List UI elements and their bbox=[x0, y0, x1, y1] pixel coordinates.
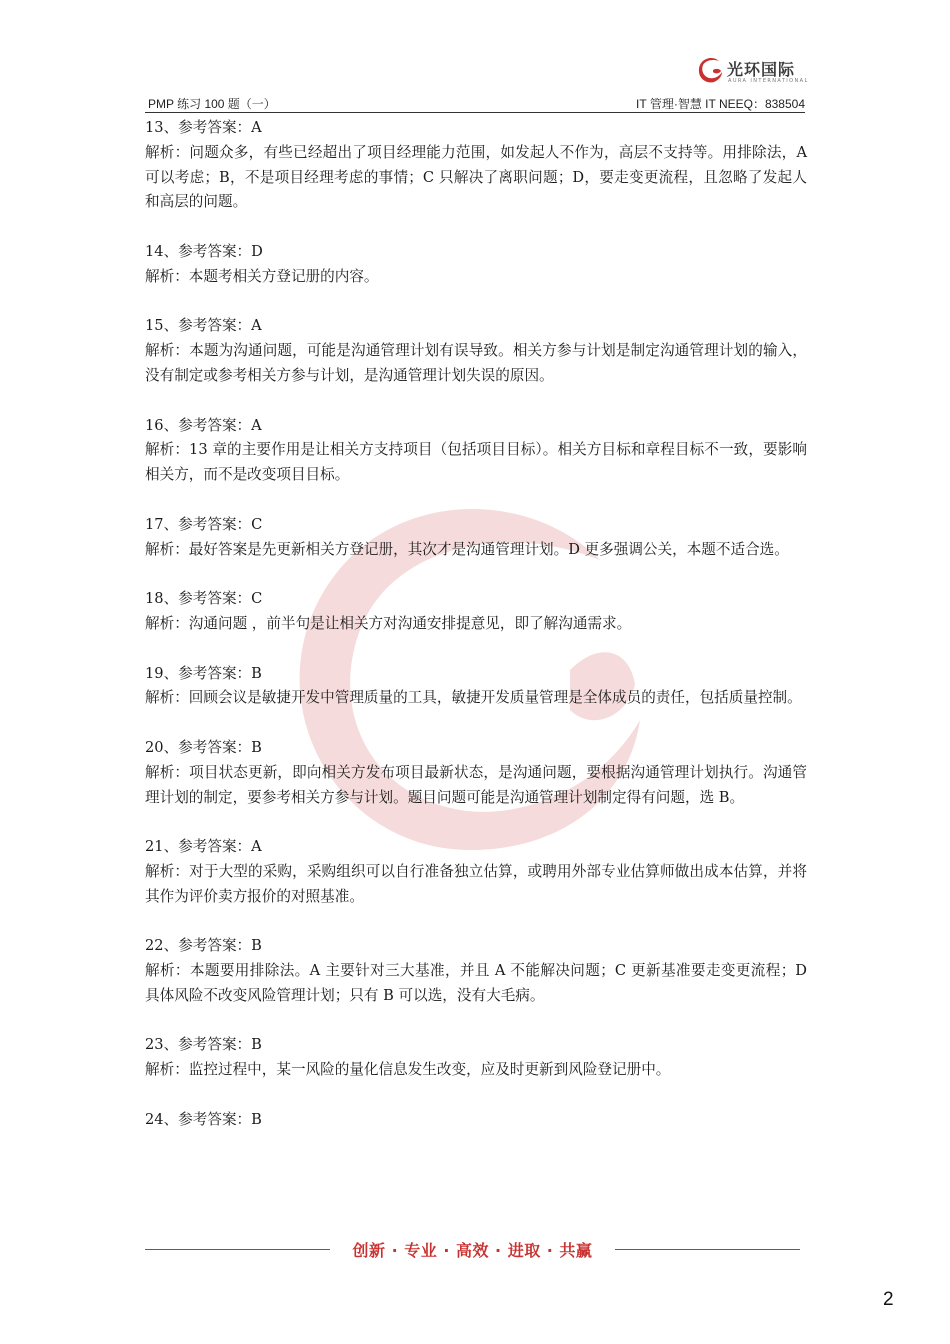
answer-line: 16、参考答案：A bbox=[145, 416, 262, 434]
analysis-text: 解析：本题要用排除法。A 主要针对三大基准，并且 A 不能解决问题；C 更新基准要走变更流程；D 具体风险不改变风险管理计划；只有 B 可以选，没有大毛病。 bbox=[145, 962, 807, 1004]
answer-line: 24、参考答案：B bbox=[145, 1110, 262, 1128]
answer-line: 22、参考答案：B bbox=[145, 937, 262, 955]
company-logo bbox=[697, 56, 807, 86]
analysis-text: 解析：对于大型的采购，采购组织可以自行准备独立估算，或聘用外部专业估算师做出成本估算，并将其作为评价卖方报价的对照基准。 bbox=[145, 862, 807, 905]
analysis-text: 解析：问题众多，有些已经超出了项目经理能力范围，如发起人不作为，高层不支持等。用排除法，A 可以考虑；B，不是项目经理考虑的事情；C 只解决了离职问题；D，要走变更流程，且忽略了发起人和高层的问题。 bbox=[145, 143, 807, 211]
answer-item-18 bbox=[145, 587, 807, 637]
analysis-text: 解析：监控过程中，某一风险的量化信息发生改变，应及时更新到风险登记册中。 bbox=[145, 1061, 671, 1079]
analysis-text: 解析：最好答案是先更新相关方登记册，其次才是沟通管理计划。D 更多强调公关，本题不适合选。 bbox=[145, 540, 789, 558]
logo-name: 光环国际 bbox=[727, 60, 796, 79]
document-title: PMP 练习 100 题（一） bbox=[148, 97, 276, 111]
footer-slogan: 创新 · 专业 · 高效 · 进取 · 共赢 bbox=[352, 1241, 593, 1260]
answer-item-23 bbox=[145, 1033, 807, 1083]
analysis-text: 解析：13 章的主要作用是让相关方支持项目（包括项目目标）。相关方目标和章程目标不一致，要影响相关方，而不是改变项目目标。 bbox=[145, 441, 807, 484]
answer-item-20 bbox=[145, 736, 807, 810]
page-number: 2 bbox=[883, 1289, 894, 1310]
answer-line: 23、参考答案：B bbox=[145, 1036, 262, 1054]
analysis-text: 解析：回顾会议是敏捷开发中管理质量的工具，敏捷开发质量管理是全体成员的责任，包括质量控制。 bbox=[145, 689, 802, 707]
footer-divider-right bbox=[615, 1249, 800, 1250]
analysis-text: 解析：沟通问题 ，前半句是让相关方对沟通安排提意见，即了解沟通需求。 bbox=[145, 614, 632, 632]
answer-list bbox=[145, 116, 807, 1157]
answer-item-21 bbox=[145, 835, 807, 909]
answer-line: 17、参考答案：C bbox=[145, 515, 263, 533]
header-divider bbox=[145, 112, 805, 113]
analysis-text: 解析：本题为沟通问题，可能是沟通管理计划有误导致。相关方参与计划是制定沟通管理计划的输入，没有制定或参考相关方参与计划，是沟通管理计划失误的原因。 bbox=[145, 342, 807, 384]
logo-subtitle: AURA INTERNATIONAL bbox=[728, 78, 809, 84]
analysis-text: 解析：项目状态更新，即向相关方发布项目最新状态，是沟通问题，要根据沟通管理计划执行。沟通管理计划的制定，要参考相关方参与计划。题目问题可能是沟通管理计划制定得有问题，选 B。 bbox=[145, 763, 807, 806]
footer-slogan-bar bbox=[145, 1238, 800, 1262]
answer-line: 15、参考答案：A bbox=[145, 317, 262, 335]
answer-item-22 bbox=[145, 934, 807, 1008]
answer-line: 18、参考答案：C bbox=[145, 590, 263, 608]
answer-item-16 bbox=[145, 414, 807, 488]
answer-item-17 bbox=[145, 513, 807, 563]
answer-line: 20、参考答案：B bbox=[145, 738, 262, 756]
answer-item-13 bbox=[145, 116, 807, 215]
answer-line: 19、参考答案：B bbox=[145, 664, 262, 682]
answer-line: 14、参考答案：D bbox=[145, 242, 263, 260]
header-company-info: IT 管理·智慧 IT NEEQ：838504 bbox=[636, 97, 805, 111]
analysis-text: 解析：本题考相关方登记册的内容。 bbox=[145, 267, 379, 285]
answer-item-14 bbox=[145, 240, 807, 290]
logo-swirl-icon bbox=[697, 56, 723, 84]
answer-line: 21、参考答案：A bbox=[145, 838, 262, 856]
answer-item-24 bbox=[145, 1108, 807, 1133]
answer-item-19 bbox=[145, 662, 807, 712]
answer-line: 13、参考答案：A bbox=[145, 119, 262, 136]
answer-item-15 bbox=[145, 314, 807, 388]
